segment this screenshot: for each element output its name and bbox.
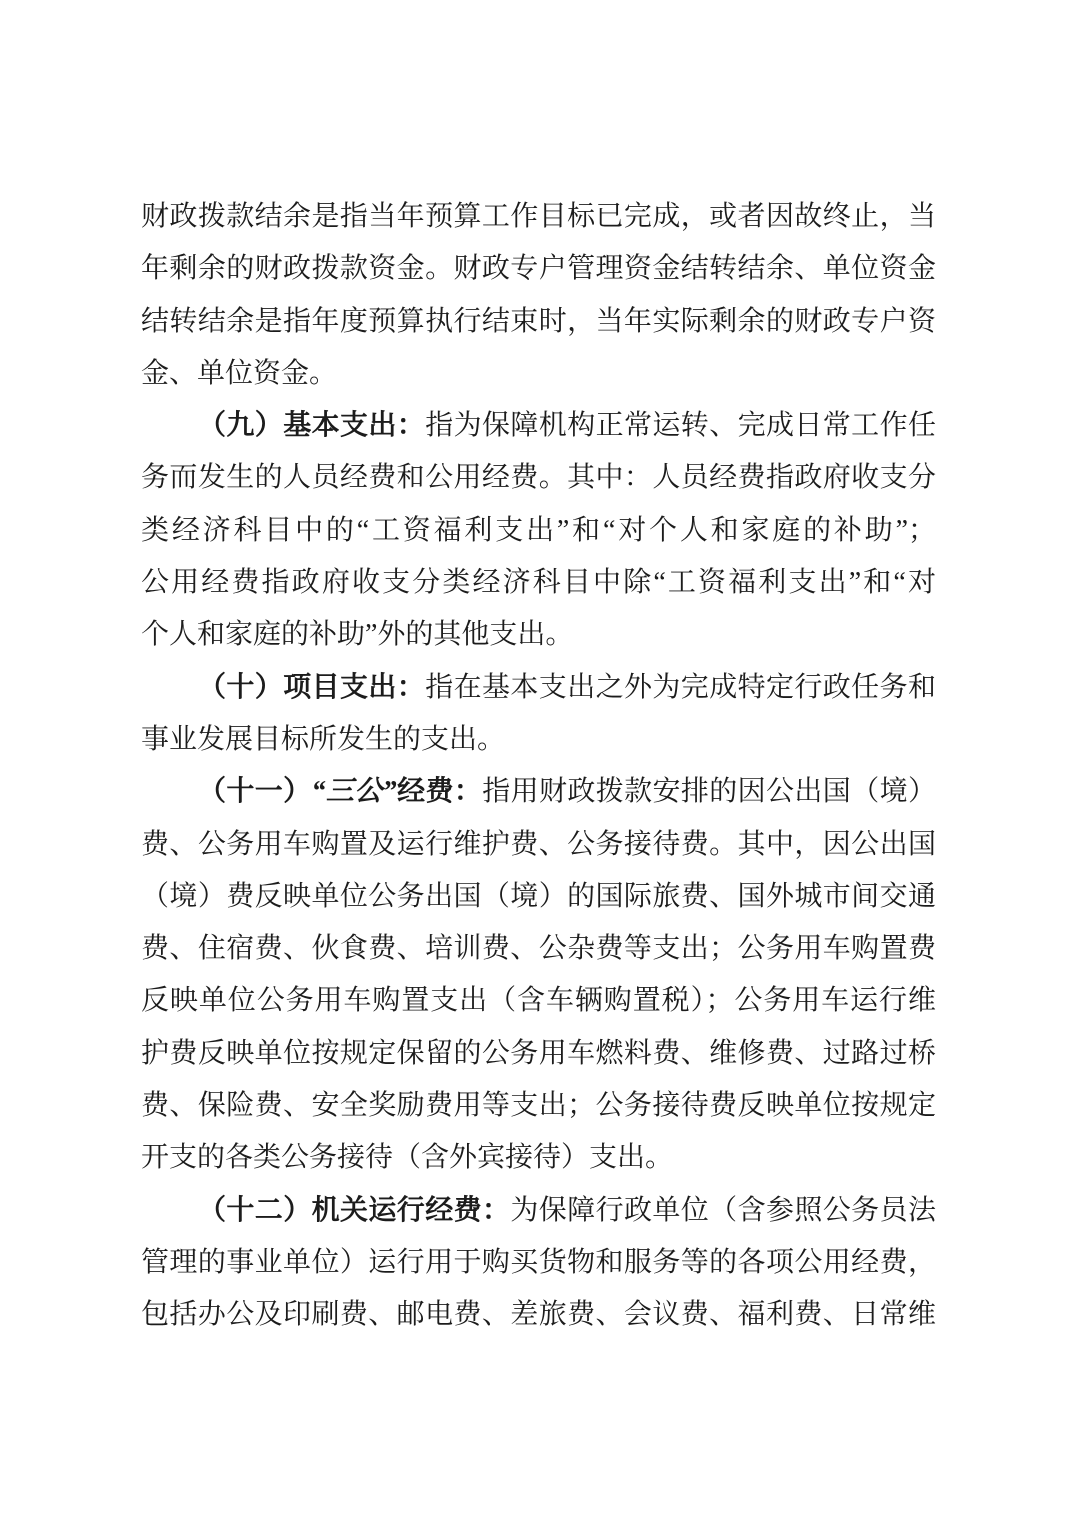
text-line bbox=[141, 1185, 936, 1237]
text-run: 为保障行政单位（含参照公务员法 bbox=[510, 1194, 936, 1226]
text-run: 年剩余的财政拨款资金。财政专户管理资金结转结余、单位资金 bbox=[141, 253, 936, 285]
text-run: 财政拨款结余是指当年预算工作目标已完成，或者因故终止，当 bbox=[141, 201, 936, 232]
text-run: 类经济科目中的“工资福利支出”和“对个人和家庭的补助”； bbox=[141, 514, 936, 546]
text-line bbox=[141, 1237, 936, 1289]
para-12-agency-operating-expenses bbox=[141, 1185, 936, 1342]
para-11-three-public-expenses bbox=[141, 766, 936, 1184]
text-line bbox=[141, 191, 936, 243]
text-run: 护费反映单位按规定保留的公务用车燃料费、维修费、过路过桥 bbox=[141, 1037, 936, 1069]
term-emphasis: （十）项目支出： bbox=[198, 671, 426, 703]
text-line bbox=[141, 296, 936, 348]
text-run: 费、公务用车购置及运行维护费、公务接待费。其中，因公出国 bbox=[141, 828, 936, 860]
document-body bbox=[141, 191, 936, 1342]
text-run: 开支的各类公务接待（含外宾接待）支出。 bbox=[141, 1142, 674, 1174]
text-line bbox=[141, 1289, 936, 1341]
text-run: 费、保险费、安全奖励费用等支出；公务接待费反映单位按规定 bbox=[141, 1090, 936, 1122]
text-run: 事业发展目标所发生的支出。 bbox=[141, 723, 506, 755]
para-10-project-expenditure bbox=[141, 662, 936, 767]
text-line bbox=[141, 557, 936, 609]
term-emphasis: “三公” bbox=[311, 776, 397, 808]
term-emphasis: 经费： bbox=[396, 776, 483, 808]
text-run: 金、单位资金。 bbox=[141, 357, 338, 389]
text-run: （境）费反映单位公务出国（境）的国际旅费、国外城市间交通 bbox=[141, 880, 936, 912]
text-line bbox=[141, 243, 936, 295]
text-line bbox=[141, 975, 936, 1027]
para-fiscal-carryover-definition bbox=[141, 191, 936, 400]
text-line bbox=[141, 923, 936, 975]
term-emphasis: （十一） bbox=[198, 776, 312, 808]
para-9-basic-expenditure bbox=[141, 400, 936, 661]
text-line bbox=[141, 348, 936, 400]
text-line bbox=[141, 714, 936, 766]
text-line bbox=[141, 819, 936, 871]
text-run: 反映单位公务用车购置支出（含车辆购置税）；公务用车运行维 bbox=[141, 985, 936, 1017]
text-run: 结转结余是指年度预算执行结束时，当年实际剩余的财政专户资 bbox=[141, 305, 936, 337]
text-run: 指用财政拨款安排的因公出国（境） bbox=[482, 776, 936, 808]
text-run: 个人和家庭的补助”外的其他支出。 bbox=[141, 619, 574, 651]
text-line bbox=[141, 452, 936, 504]
text-run: 指为保障机构正常运转、完成日常工作任 bbox=[425, 410, 936, 442]
term-emphasis: （十二）机关运行经费： bbox=[198, 1194, 511, 1226]
text-line bbox=[141, 1080, 936, 1132]
text-run: 务而发生的人员经费和公用经费。其中：人员经费指政府收支分 bbox=[141, 462, 936, 494]
text-run: 费、住宿费、伙食费、培训费、公杂费等支出；公务用车购置费 bbox=[141, 933, 936, 965]
text-run: 管理的事业单位）运行用于购买货物和服务等的各项公用经费， bbox=[141, 1246, 936, 1278]
text-line bbox=[141, 505, 936, 557]
text-line bbox=[141, 871, 936, 923]
text-line bbox=[141, 400, 936, 452]
text-line bbox=[141, 1132, 936, 1184]
term-emphasis: （九）基本支出： bbox=[198, 410, 426, 442]
text-run: 公用经费指政府收支分类经济科目中除“工资福利支出”和“对 bbox=[141, 567, 936, 599]
text-line bbox=[141, 609, 936, 661]
text-run: 指在基本支出之外为完成特定行政任务和 bbox=[425, 671, 936, 703]
text-line bbox=[141, 1028, 936, 1080]
text-line bbox=[141, 662, 936, 714]
text-run: 包括办公及印刷费、邮电费、差旅费、会议费、福利费、日常维 bbox=[141, 1299, 936, 1331]
text-line bbox=[141, 766, 936, 818]
